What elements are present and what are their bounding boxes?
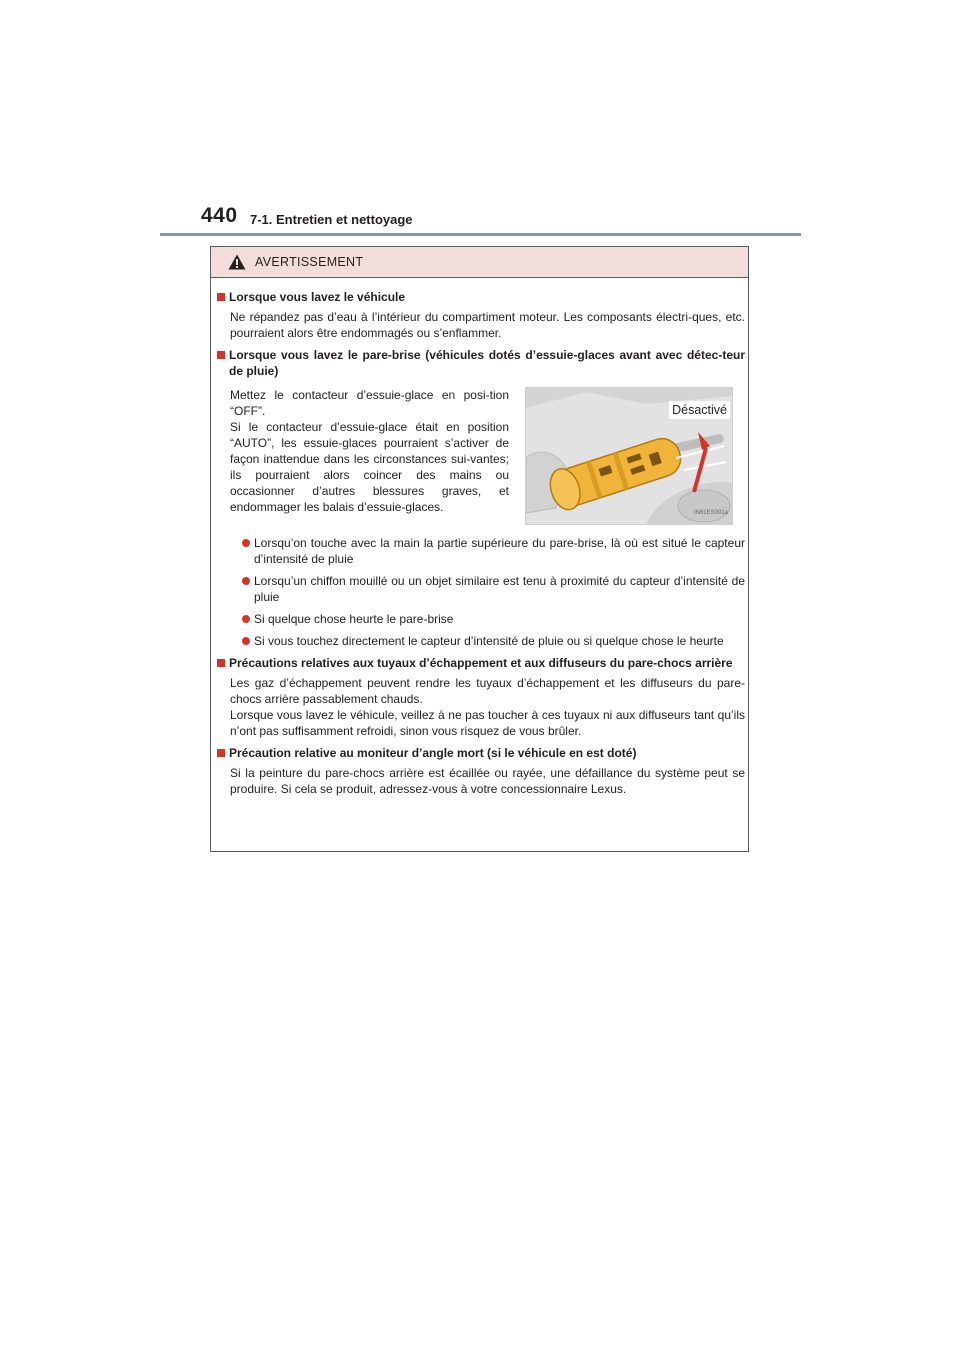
list-item-text: Si vous touchez directement le capteur d’intensité de pluie ou si quelque chose le heurte xyxy=(254,634,724,648)
paragraph: Ne répandez pas d’eau à l’intérieur du compartiment moteur. Les composants électri-ques, etc. pourraient alors être endommagés ou s’enflammer. xyxy=(230,310,745,340)
paragraph: Mettez le contacteur d’essuie-glace en posi-tion “OFF”. xyxy=(230,388,509,418)
list-item xyxy=(229,573,745,605)
page-number: 440 xyxy=(201,204,238,227)
section-title: Précaution relative au moniteur d’angle mort (si le véhicule en est doté) xyxy=(229,746,637,760)
section-blind-spot-monitor xyxy=(217,745,745,797)
list-item-text: Lorsqu’on touche avec la main la partie supérieure du pare-brise, là où est situé le capteur d’intensité de pluie xyxy=(254,536,745,566)
warning-triangle-icon xyxy=(228,254,246,270)
paragraph: Lorsque vous lavez le véhicule, veillez à ne pas toucher à ces tuyaux ni aux diffuseurs tant qu’ils n’ont pas suffisamment refroidi, sinon vous risquez de vous brûler. xyxy=(230,708,745,738)
round-bullet-icon xyxy=(242,539,250,547)
section-washing-vehicle xyxy=(217,289,745,341)
paragraph: Les gaz d’échappement peuvent rendre les tuyaux d’échappement et les diffuseurs du pare-chocs arrière passablement chauds. xyxy=(230,676,745,706)
list-item xyxy=(229,535,745,567)
section-body xyxy=(229,309,745,341)
section-washing-windshield xyxy=(217,347,745,649)
square-bullet-icon xyxy=(217,293,225,301)
section-title: Précautions relatives aux tuyaux d’échappement et aux diffuseurs du pare-chocs arrière xyxy=(229,656,733,670)
list-item-text: Lorsqu’un chiffon mouillé ou un objet similaire est tenu à proximité du capteur d’intensité de pluie xyxy=(254,574,745,604)
section-body xyxy=(229,765,745,797)
round-bullet-icon xyxy=(242,615,250,623)
section-body xyxy=(229,675,745,739)
square-bullet-icon xyxy=(217,749,225,757)
illustration-code: IN61ES001a xyxy=(693,510,728,516)
list-item-text: Si quelque chose heurte le pare-brise xyxy=(254,612,454,626)
paragraph: Si le contacteur d’essuie-glace était en position “AUTO”, les essuie-glaces pourraient s’activer de façon inattendue dans les circonstances sui-vantes; ils pourraient alors coincer des mains ou occasionner d’autres blessures graves, et endommager les balais d’essuie-glaces. xyxy=(230,420,509,514)
square-bullet-icon xyxy=(217,351,225,359)
section-title: Lorsque vous lavez le pare-brise (véhicules dotés d’essuie-glaces avant avec détec-teur de pluie) xyxy=(229,348,745,378)
section-title: Lorsque vous lavez le véhicule xyxy=(229,290,406,304)
warning-header xyxy=(211,247,748,278)
intro-text xyxy=(229,387,509,525)
warning-title: AVERTISSEMENT xyxy=(255,255,364,269)
warning-content xyxy=(217,289,745,803)
intro-with-illustration xyxy=(229,387,745,525)
section-title: 7-1. Entretien et nettoyage xyxy=(250,212,413,227)
square-bullet-icon xyxy=(217,659,225,667)
header-rule xyxy=(160,233,801,236)
round-bullet-icon xyxy=(242,577,250,585)
illustration-label: Désactivé xyxy=(669,401,730,419)
section-exhaust-precautions xyxy=(217,655,745,739)
wiper-lever-illustration xyxy=(525,387,733,525)
round-bullet-icon xyxy=(242,637,250,645)
list-item xyxy=(229,633,745,649)
list-item xyxy=(229,611,745,627)
warning-box xyxy=(210,246,749,852)
page-header xyxy=(160,200,800,236)
paragraph: Si la peinture du pare-chocs arrière est écaillée ou rayée, une défaillance du système peut se produire. Si cela se produit, adressez-vous à votre concessionnaire Lexus. xyxy=(230,766,745,796)
